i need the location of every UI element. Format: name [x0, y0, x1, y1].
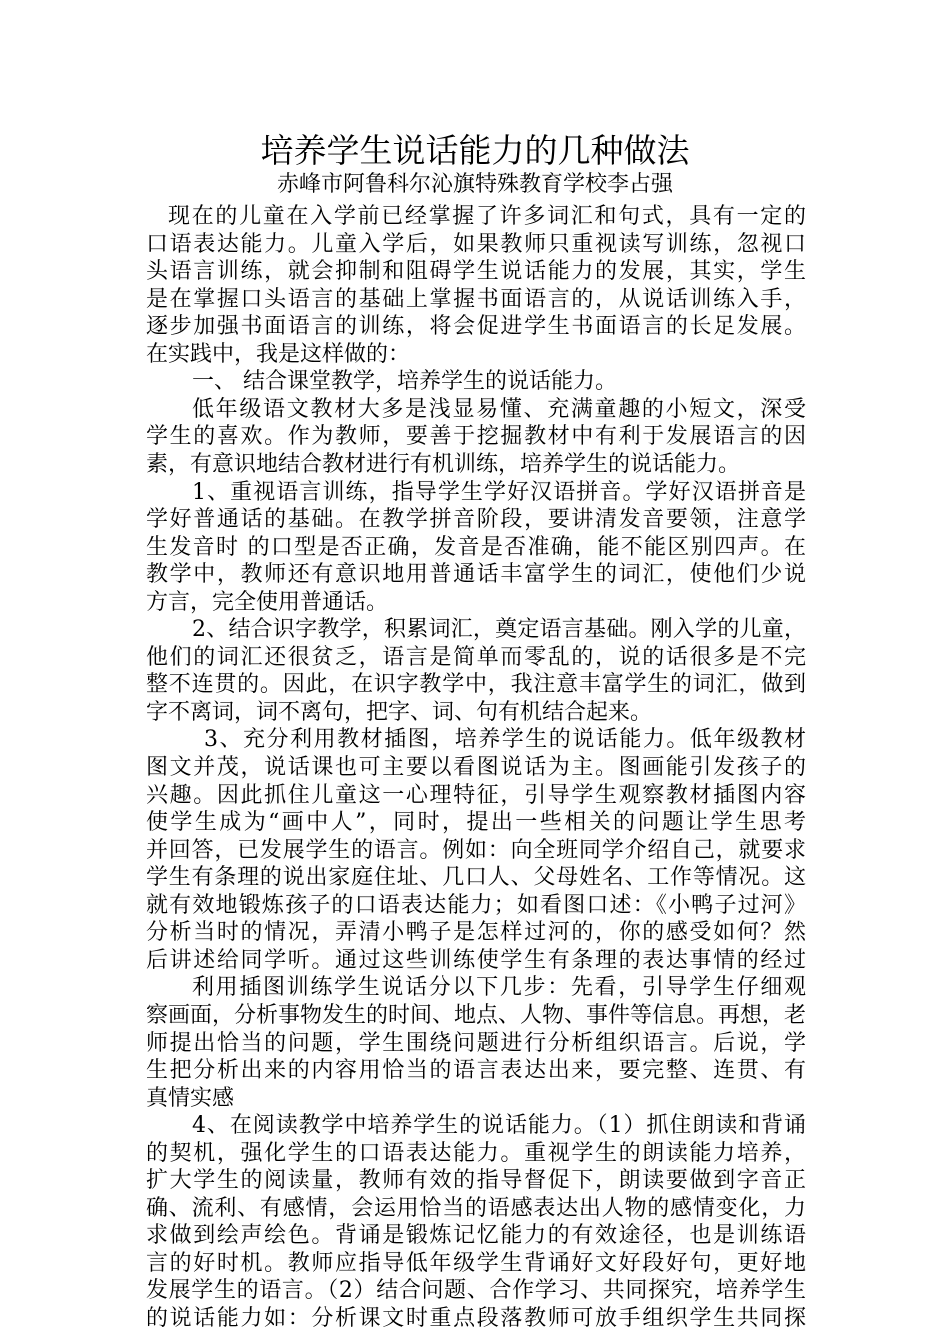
body-line: 真情实感: [146, 1086, 235, 1111]
body-line: 头语言训练，就会抑制和阻碍学生说话能力的发展，其实，学生: [146, 259, 806, 284]
body-line: 方言，完全使用普通话。: [146, 590, 389, 615]
body-line: 现在的儿童在入学前已经掌握了许多词汇和句式，具有一定的: [168, 204, 806, 229]
body-line: 并回答，已发展学生的语言。例如：向全班同学介绍自己，就要求: [146, 838, 806, 863]
body-line: 发展学生的语言。（2）结合问题、合作学习、共同探究，培养学生: [146, 1278, 806, 1303]
document-author: 赤峰市阿鲁科尔沁旗特殊教育学校李占强: [276, 172, 673, 197]
body-line: 逐步加强书面语言的训练，将会促进学生书面语言的长足发展。: [146, 314, 806, 339]
document-title: 培养学生说话能力的几种做法: [260, 131, 690, 170]
body-line: 他们的词汇还很贫乏，语言是简单而零乱的，说的话很多是不完: [146, 645, 806, 670]
body-line: 字不离词，词不离句，把字、词、句有机结合起来。: [146, 700, 653, 725]
body-line: 使学生成为“画中人”，同时，提出一些相关的问题让学生思考: [146, 810, 806, 835]
body-line: 扩大学生的阅读量，教师有效的指导督促下，朗读要做到字音正: [146, 1168, 806, 1193]
body-line: 学生的喜欢。作为教师，要善于挖掘教材中有利于发展语言的因: [146, 424, 806, 449]
body-line: 分析当时的情况，弄清小鸭子是怎样过河的，你的感受如何？然: [146, 920, 806, 945]
body-line: 确、流利、有感情，会运用恰当的语感表达出人物的感情变化，力: [146, 1196, 806, 1221]
body-line: 的契机，强化学生的口语表达能力。重视学生的朗读能力培养，: [146, 1141, 806, 1166]
body-line: 是在掌握口头语言的基础上掌握书面语言的，从说话训练入手，: [146, 287, 806, 312]
body-line: 师提出恰当的问题，学生围绕问题进行分析组织语言。后说，学: [146, 1031, 806, 1056]
body-line: 求做到绘声绘色。背诵是锻炼记忆能力的有效途径，也是训练语: [146, 1223, 806, 1248]
body-line: 学好普通话的基础。在教学拼音阶段，要讲清发音要领，注意学: [146, 507, 806, 532]
body-line: 素，有意识地结合教材进行有机训练，培养学生的说话能力。: [146, 452, 741, 477]
body-line: 口语表达能力。儿童入学后，如果教师只重视读写训练，忽视口: [146, 232, 806, 257]
section-heading: 一、 结合课堂教学，培养学生的说话能力。: [192, 369, 617, 394]
body-line: 2、结合识字教学，积累词汇，奠定语言基础。刚入学的儿童，: [192, 617, 806, 642]
body-line: 教学中，教师还有意识地用普通话丰富学生的词汇，使他们少说: [146, 562, 806, 587]
body-line: 生发音时 的口型是否正确，发音是否准确，能不能区别四声。在: [146, 535, 806, 560]
body-line: 利用插图训练学生说话分以下几步：先看，引导学生仔细观: [192, 975, 806, 1000]
body-line: 4、在阅读教学中培养学生的说话能力。（1）抓住朗读和背诵: [192, 1113, 806, 1138]
body-line: 图文并茂，说话课也可主要以看图说话为主。图画能引发孩子的: [146, 755, 806, 780]
body-line: 整不连贯的。因此，在识字教学中，我注意丰富学生的词汇，做到: [146, 672, 806, 697]
body-line: 1、重视语言训练，指导学生学好汉语拼音。学好汉语拼音是: [192, 480, 806, 505]
body-line: 的说话能力如：分析课文时重点段落教师可放手组织学生共同探: [146, 1306, 806, 1331]
body-line: 兴趣。因此抓住儿童这一心理特征，引导学生观察教材插图内容: [146, 783, 806, 808]
body-line: 生把分析出来的内容用恰当的语言表达出来，要完整、连贯、有: [146, 1058, 806, 1083]
body-line: 在实践中，我是这样做的：: [146, 342, 411, 367]
body-line: 学生有条理的说出家庭住址、几口人、父母姓名、工作等情况。这: [146, 865, 806, 890]
body-line: 后讲述给同学听。通过这些训练使学生有条理的表达事情的经过: [146, 948, 806, 973]
body-line: 察画面，分析事物发生的时间、地点、人物、事件等信息。再想，老: [146, 1003, 807, 1028]
body-line: 3、充分利用教材插图，培养学生的说话能力。低年级教材: [204, 727, 806, 752]
body-line: 言的好时机。教师应指导低年级学生背诵好文好段好句，更好地: [146, 1251, 806, 1276]
body-line: 就有效地锻炼孩子的口语表达能力；如看图口述：《小鸭子过河》: [146, 893, 806, 918]
body-line: 低年级语文教材大多是浅显易懂、充满童趣的小短文，深受: [192, 397, 806, 422]
